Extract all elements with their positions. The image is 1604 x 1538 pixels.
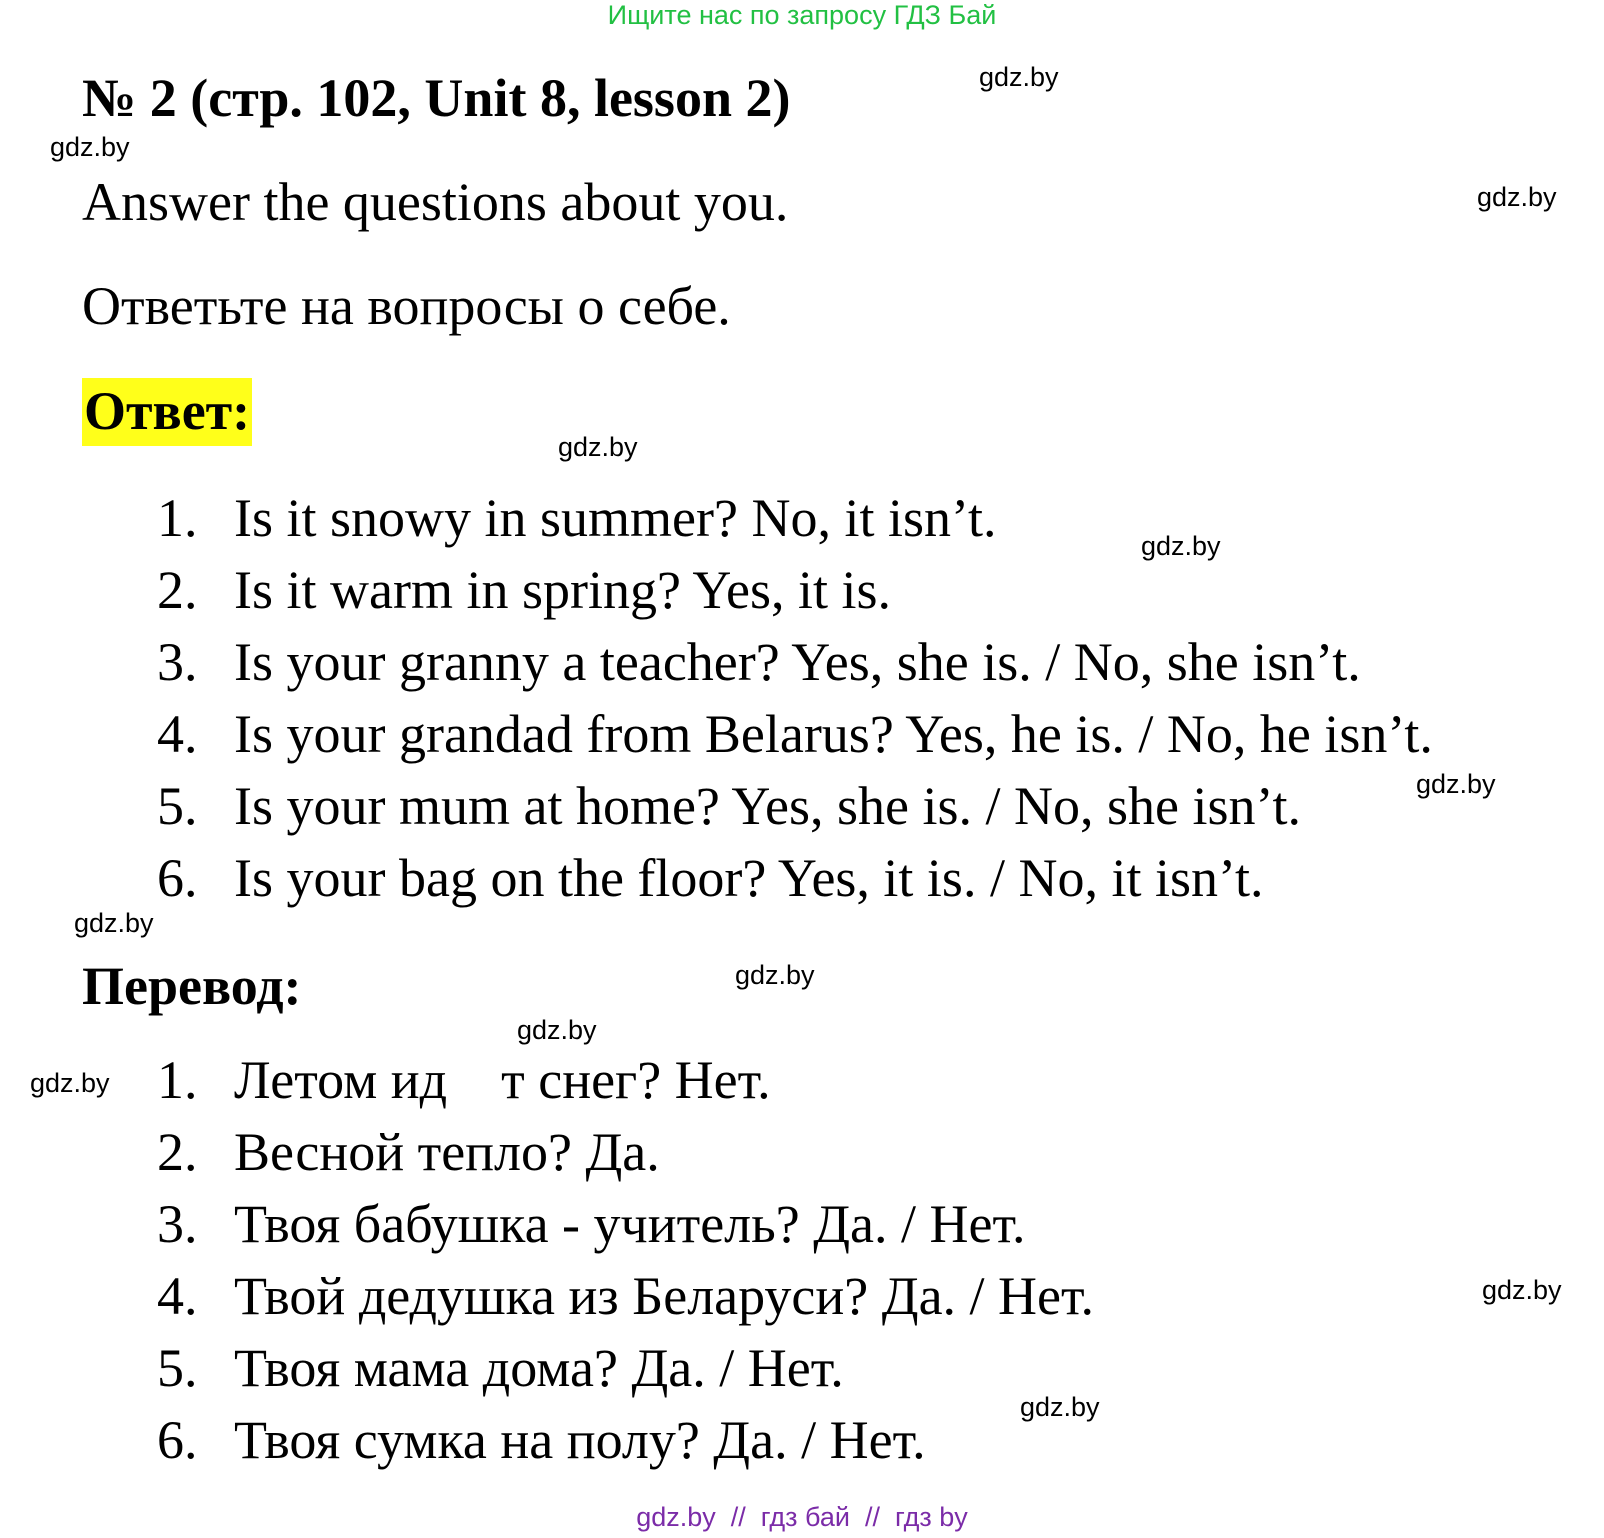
watermark: gdz.by [30,1068,110,1098]
watermark: gdz.by [50,132,130,162]
answer-item [157,702,1433,774]
exercise-heading: № 2 (стр. 102, Unit 8, lesson 2) [82,68,791,128]
translation-item [157,1336,1094,1408]
answers-list [157,486,1433,918]
translation-number: 3. [157,1194,198,1254]
answer-item [157,846,1433,918]
watermark: gdz.by [558,432,638,462]
translation-number: 5. [157,1338,198,1398]
watermark: gdz.by [1477,182,1557,212]
answer-item [157,774,1433,846]
translation-label: Перевод: [82,956,302,1016]
answer-number: 4. [157,704,198,764]
answer-item [157,630,1433,702]
answer-text: Is it warm in spring? Yes, it is. [234,560,892,620]
translation-text: Твой дедушка из Беларуси? Да. / Нет. [234,1266,1095,1326]
translation-item [157,1192,1094,1264]
answer-text: Is it snowy in summer? No, it isn’t. [234,488,997,548]
translation-item [157,1408,1094,1480]
answer-text: Is your bag on the floor? Yes, it is. / No, it isn’t. [234,848,1264,908]
translation-item [157,1264,1094,1336]
translation-number: 1. [157,1050,198,1110]
watermark: gdz.by [1416,769,1496,799]
task-instruction-russian: Ответьте на вопросы о себе. [82,276,731,336]
task-instruction-english: Answer the questions about you. [82,172,789,232]
translation-item [157,1048,1094,1120]
watermark: gdz.by [735,960,815,990]
answer-text: Is your grandad from Belarus? Yes, he is. / No, he isn’t. [234,704,1433,764]
translation-text: Твоя мама дома? Да. / Нет. [234,1338,844,1398]
translation-text: Твоя бабушка - учитель? Да. / Нет. [234,1194,1026,1254]
watermark: gdz.by [1482,1275,1562,1305]
answer-item [157,486,1433,558]
translation-text: Твоя сумка на полу? Да. / Нет. [234,1410,926,1470]
translation-number: 2. [157,1122,198,1182]
watermark: gdz.by [74,908,154,938]
footer-watermark: gdz.by // гдз бай // гдз by [636,1502,968,1532]
top-banner: Ищите нас по запросу ГДЗ Бай [607,0,997,30]
answer-item [157,558,1433,630]
watermark: gdz.by [517,1015,597,1045]
answer-label: Ответ: [82,378,252,446]
answer-number: 3. [157,632,198,692]
answer-number: 2. [157,560,198,620]
translation-item [157,1120,1094,1192]
translation-number: 4. [157,1266,198,1326]
watermark: gdz.by [979,62,1059,92]
answer-text: Is your granny a teacher? Yes, she is. / No, she isn’t. [234,632,1361,692]
watermark: gdz.by [1020,1392,1100,1422]
answer-number: 5. [157,776,198,836]
translations-list [157,1048,1094,1480]
translation-text: Весной тепло? Да. [234,1122,660,1182]
answer-number: 6. [157,848,198,908]
answer-text: Is your mum at home? Yes, she is. / No, she isn’t. [234,776,1301,836]
answer-number: 1. [157,488,198,548]
watermark: gdz.by [1141,531,1221,561]
translation-text: Летом ид т снег? Нет. [234,1050,771,1110]
translation-number: 6. [157,1410,198,1470]
